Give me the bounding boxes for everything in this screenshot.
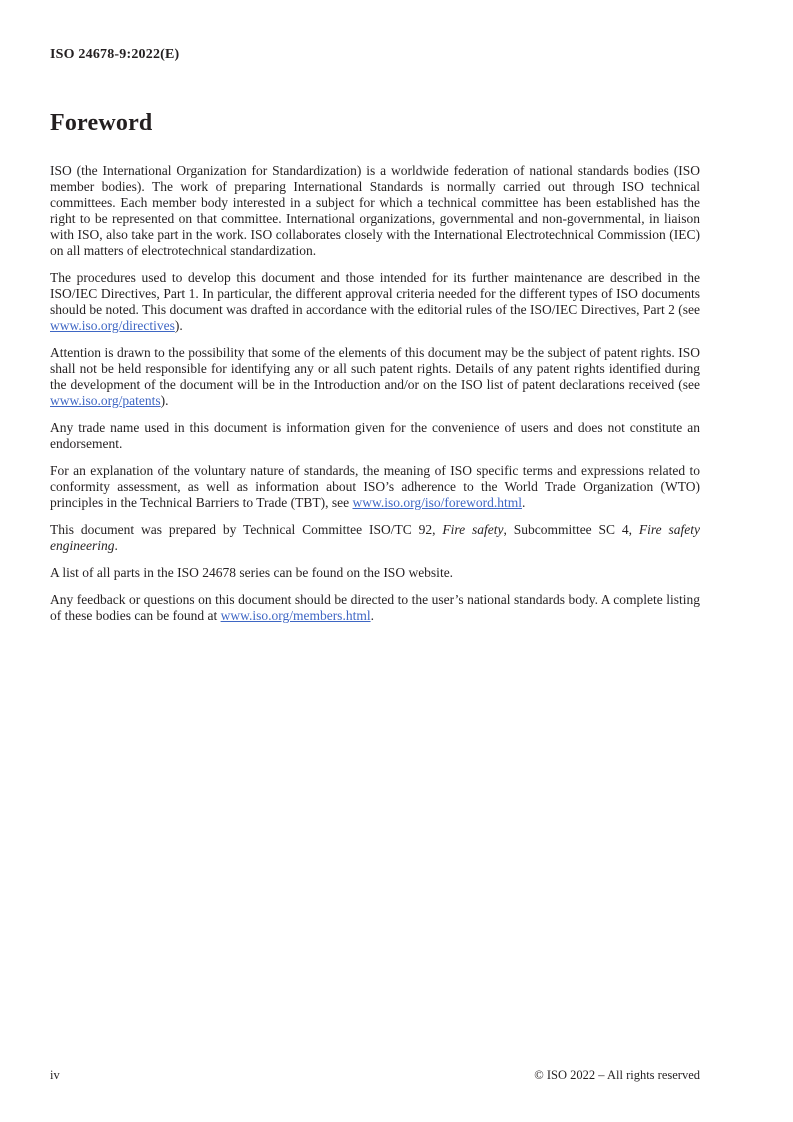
text-segment: ISO (the International Organization for Standardization) is a worldwide federation of national standards bodies (ISO member bodies). The work of preparing International Standards is normally carried out through ISO technical committees. Each member body interested in a subject for which a technical committee has been established has the right to be represented on that committee. International organizations, governmental and non-governmental, in liaison with ISO, also take part in the work. ISO collaborates closely with the International Electrotechnical Commission (IEC) on all matters of electrotechnical standardization. <box>50 163 700 258</box>
text-segment: ). <box>160 393 169 408</box>
page-title: Foreword <box>50 110 153 136</box>
running-header: ISO 24678-9:2022(E) <box>50 47 180 62</box>
text-segment: The procedures used to develop this document and those intended for its further maintenance are described in the ISO/IEC Directives, Part 1. In particular, the different approval criteria needed for the different types of ISO documents should be noted. This document was drafted in accordance with the editorial rules of the ISO/IEC Directives, Part 2 (see <box>50 270 700 317</box>
paragraph <box>50 463 700 511</box>
text-segment: ). <box>174 318 183 333</box>
foreword-paragraphs <box>50 163 700 624</box>
paragraph <box>50 270 700 334</box>
text-segment: , Subcommittee SC 4, <box>503 522 639 537</box>
paragraph <box>50 163 700 259</box>
hyperlink[interactable]: www.iso.org/directives <box>50 318 175 333</box>
text-segment: Any trade name used in this document is information given for the convenience of users and does not constitute an endorsement. <box>50 420 700 451</box>
text-segment: . <box>114 538 118 553</box>
hyperlink[interactable]: www.iso.org/members.html <box>220 608 371 623</box>
hyperlink[interactable]: www.iso.org/iso/foreword.html <box>352 495 522 510</box>
text-segment: Any feedback or questions on this document should be directed to the user’s national standards body. A complete listing of these bodies can be found at <box>50 592 700 623</box>
paragraph <box>50 592 700 624</box>
paragraph <box>50 565 700 581</box>
hyperlink[interactable]: www.iso.org/patents <box>50 393 161 408</box>
page-footer <box>50 1068 700 1083</box>
copyright-notice: © ISO 2022 – All rights reserved <box>534 1068 700 1082</box>
text-segment: Attention is drawn to the possibility that some of the elements of this document may be the subject of patent rights. ISO shall not be held responsible for identifying any or all such patent rights. Details of any patent rights identified during the development of the document will be in the Introduction and/or on the ISO list of patent declarations received (see <box>50 345 700 392</box>
paragraph <box>50 420 700 452</box>
text-segment: For an explanation of the voluntary nature of standards, the meaning of ISO specific terms and expressions related to conformity assessment, as well as information about ISO’s adherence to the World Trade Organization (WTO) principles in the Technical Barriers to Trade (TBT), see <box>50 463 700 510</box>
text-segment: . <box>370 608 374 623</box>
paragraph <box>50 522 700 554</box>
page-number: iv <box>50 1068 60 1082</box>
italic-text: Fire safety <box>442 522 504 537</box>
paragraph <box>50 345 700 409</box>
text-segment: This document was prepared by Technical Committee ISO/TC 92, <box>50 522 443 537</box>
text-segment: A list of all parts in the ISO 24678 series can be found on the ISO website. <box>50 565 454 580</box>
text-segment: . <box>521 495 526 510</box>
italic-text: Fire safety engineering <box>50 522 700 553</box>
